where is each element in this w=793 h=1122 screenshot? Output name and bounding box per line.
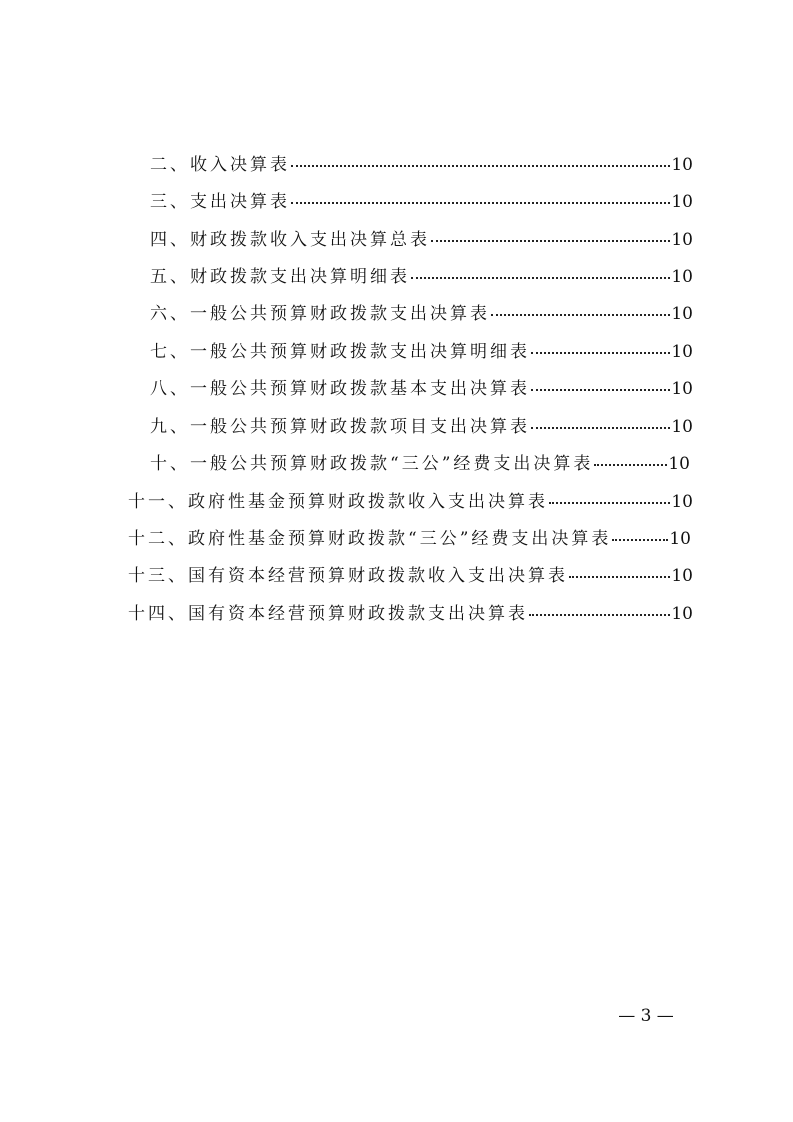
toc-entry[interactable] [150, 150, 693, 187]
toc-entry-title: 十二、政府性基金预算财政拨款“三公”经费支出决算表 [128, 529, 612, 549]
toc-leader-dots [529, 614, 670, 616]
toc-entry[interactable] [150, 187, 693, 224]
toc-entry-page: 10 [669, 529, 691, 549]
toc-entry-title: 十三、国有资本经营预算财政拨款收入支出决算表 [128, 566, 568, 586]
toc-leader-dots [291, 202, 670, 204]
toc-entry-page: 10 [671, 417, 693, 437]
toc-entry-title: 十一、政府性基金预算财政拨款收入支出决算表 [128, 492, 548, 512]
toc-entry-title: 十四、国有资本经营预算财政拨款支出决算表 [128, 604, 528, 624]
toc-entry[interactable] [150, 374, 693, 411]
toc-entry[interactable] [128, 487, 693, 524]
toc-leader-dots [431, 240, 670, 242]
toc-entry[interactable] [150, 449, 690, 486]
toc-entry-page: 10 [671, 267, 693, 287]
toc-entry-title: 四、财政拨款收入支出决算总表 [150, 230, 430, 250]
toc-entry[interactable] [150, 337, 693, 374]
toc-entry-page: 10 [671, 566, 693, 586]
toc-entry-title: 六、一般公共预算财政拨款支出决算表 [150, 304, 490, 324]
toc-entry[interactable] [150, 225, 693, 262]
toc-leader-dots [594, 464, 667, 466]
toc-leader-dots [491, 314, 670, 316]
toc-entry[interactable] [150, 412, 693, 449]
toc-entry-page: 10 [671, 192, 693, 212]
toc-leader-dots [569, 576, 670, 578]
toc-entry-title: 七、一般公共预算财政拨款支出决算明细表 [150, 342, 530, 362]
toc-entry-title: 二、收入决算表 [150, 155, 290, 175]
page-number: — 3 — [618, 1006, 674, 1026]
toc-entry[interactable] [128, 524, 691, 561]
toc-entry-title: 三、支出决算表 [150, 192, 290, 212]
toc-leader-dots [291, 165, 670, 167]
toc-entry[interactable] [128, 599, 693, 636]
toc-entry-page: 10 [671, 304, 693, 324]
toc-leader-dots [411, 277, 670, 279]
toc-leader-dots [531, 389, 670, 391]
toc-entry-page: 10 [671, 230, 693, 250]
toc-entry-page: 10 [671, 155, 693, 175]
toc-leader-dots [549, 502, 670, 504]
toc-entry-page: 10 [668, 454, 690, 474]
toc-entry-page: 10 [671, 342, 693, 362]
toc-entry[interactable] [150, 262, 693, 299]
toc-entry[interactable] [150, 299, 693, 336]
toc-entry-title: 八、一般公共预算财政拨款基本支出决算表 [150, 379, 530, 399]
toc-entry-title: 五、财政拨款支出决算明细表 [150, 267, 410, 287]
toc-entry-page: 10 [671, 492, 693, 512]
toc-leader-dots [531, 352, 670, 354]
toc-leader-dots [612, 539, 668, 541]
toc-leader-dots [531, 427, 670, 429]
toc-entry-title: 十、一般公共预算财政拨款“三公”经费支出决算表 [150, 454, 594, 474]
toc-entry-page: 10 [671, 604, 693, 624]
toc-entry[interactable] [128, 561, 693, 598]
toc-entry-page: 10 [671, 379, 693, 399]
toc-entry-title: 九、一般公共预算财政拨款项目支出决算表 [150, 417, 530, 437]
